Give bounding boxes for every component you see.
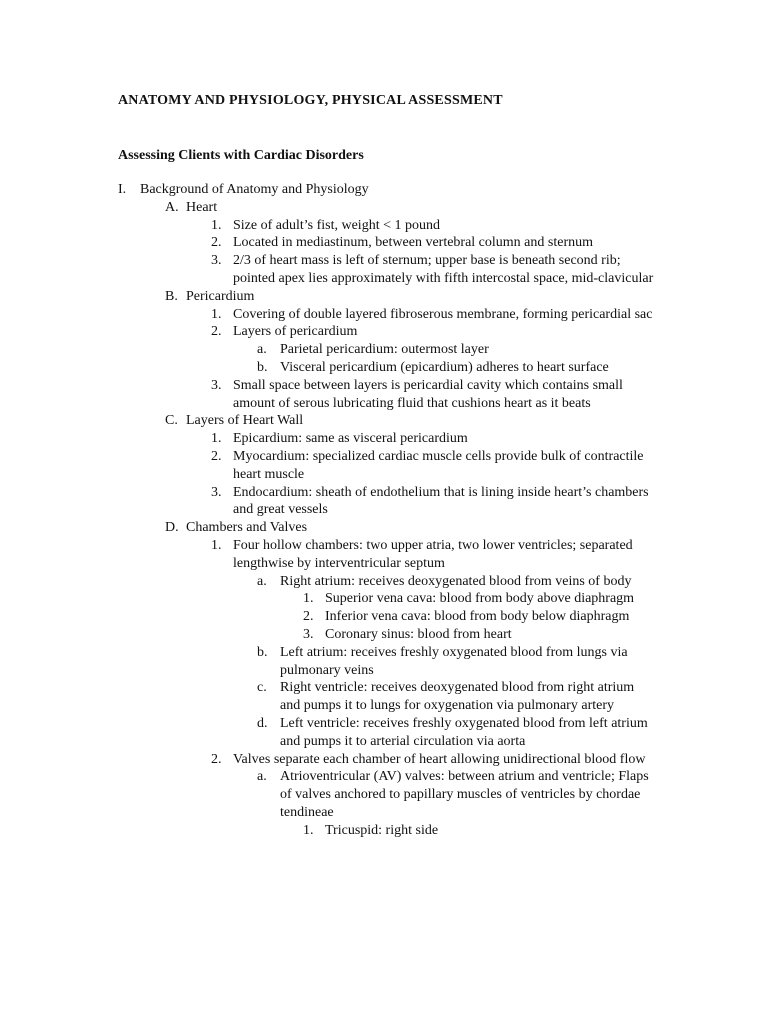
outline-text: Myocardium: specialized cardiac muscle cells provide bulk of contractile heart muscle (233, 448, 644, 482)
outline-item-level-2 (0, 448, 655, 484)
outline-marker: a. (257, 342, 267, 358)
outline-item-level-4 (0, 608, 655, 626)
outline-marker: a. (257, 573, 267, 589)
outline-marker: I. (118, 182, 127, 197)
outline-marker: 2. (211, 448, 222, 464)
outline-item-level-3 (0, 359, 655, 377)
outline-item-level-1 (0, 288, 655, 306)
outline-item-level-4 (0, 626, 655, 644)
outline-text: Left atrium: receives freshly oxygenated blood from lungs via pulmonary veins (280, 644, 628, 678)
outline-marker: B. (165, 288, 178, 304)
outline-marker: 1. (303, 822, 314, 838)
outline-text: Four hollow chambers: two upper atria, two lower ventricles; separated lengthwise by interventricular septum (233, 537, 633, 571)
outline-marker: d. (257, 715, 268, 731)
outline-text: Atrioventricular (AV) valves: between atrium and ventricle; Flaps of valves anchored to papillary muscles of ventricles by chordae tendineae (280, 769, 649, 820)
outline-marker: D. (165, 520, 179, 536)
outline-item-level-2 (0, 484, 655, 520)
outline-marker: 1. (211, 537, 222, 553)
outline-item-level-2 (0, 537, 655, 573)
outline-text: Small space between layers is pericardial cavity which contains small amount of serous lubricating fluid that cushions heart as it beats (233, 377, 623, 411)
outline-item-level-1 (0, 412, 655, 430)
outline-text: Superior vena cava: blood from body above diaphragm (325, 591, 635, 607)
outline-item-level-3 (0, 679, 655, 715)
outline-text: Right atrium: receives deoxygenated blood from veins of body (280, 573, 632, 589)
outline-marker: 2. (211, 751, 222, 767)
outline-marker: 3. (303, 626, 314, 642)
outline-item-level-1 (0, 199, 655, 217)
outline-text: Left ventricle: receives freshly oxygenated blood from left atrium and pumps it to arterial circulation via aorta (280, 715, 648, 749)
outline-marker: b. (257, 359, 268, 375)
outline-item-level-3 (0, 715, 655, 751)
outline-item-level-2 (0, 234, 655, 252)
outline-text: Located in mediastinum, between vertebral column and sternum (233, 235, 593, 251)
outline-marker: b. (257, 644, 268, 660)
outline-text: Right ventricle: receives deoxygenated blood from right atrium and pumps it to lungs for oxygenation via pulmonary artery (280, 680, 635, 714)
outline-marker: 1. (303, 591, 314, 607)
outline-text: Size of adult’s fist, weight < 1 pound (233, 217, 440, 233)
outline-item-level-4 (0, 822, 655, 840)
outline-text: Background of Anatomy and Physiology (140, 182, 369, 197)
outline-text: Coronary sinus: blood from heart (325, 626, 512, 642)
outline-text: Parietal pericardium: outermost layer (280, 342, 489, 358)
outline-marker: 3. (211, 484, 222, 500)
outline-item-level-2 (0, 323, 655, 341)
outline-text: Inferior vena cava: blood from body below diaphragm (325, 609, 630, 625)
outline-item-level-3 (0, 768, 655, 821)
outline-marker: 2. (211, 235, 222, 251)
outline-item-level-2 (0, 306, 655, 324)
outline-item-level-3 (0, 644, 655, 680)
outline-marker: A. (165, 199, 179, 215)
outline-text: 2/3 of heart mass is left of sternum; upper base is beneath second rib; pointed apex lies approximately with fifth intercostal space, mid-clavicular (233, 253, 654, 286)
outline-item-level-2 (0, 377, 655, 413)
outline-text: Visceral pericardium (epicardium) adheres to heart surface (280, 359, 609, 375)
outline-marker: c. (257, 680, 267, 696)
outline-text: Endocardium: sheath of endothelium that is lining inside heart’s chambers and great vessels (233, 484, 649, 518)
outline-text: Tricuspid: right side (325, 822, 439, 838)
outline-marker: 1. (211, 306, 222, 322)
outline-list (0, 181, 768, 839)
outline-item-level-1 (0, 519, 655, 537)
outline-text: Layers of pericardium (233, 324, 358, 340)
outline-item-level-3 (0, 341, 655, 359)
outline-text: Layers of Heart Wall (186, 413, 304, 429)
outline-item-level-2 (0, 217, 655, 235)
outline-text: Chambers and Valves (186, 520, 308, 536)
outline-marker: 3. (211, 253, 222, 269)
outline-marker: a. (257, 769, 267, 785)
outline-text: Heart (186, 199, 218, 215)
section-title: Assessing Clients with Cardiac Disorders (118, 148, 364, 163)
outline-item-level-2 (0, 430, 655, 448)
outline-item-level-4 (0, 590, 655, 608)
outline-marker: 2. (303, 609, 314, 625)
outline-marker: 2. (211, 324, 222, 340)
outline-marker: C. (165, 413, 178, 429)
document-title: ANATOMY AND PHYSIOLOGY, PHYSICAL ASSESSMENT (118, 93, 503, 108)
outline-marker: 3. (211, 377, 222, 393)
outline-item-level-2 (0, 252, 655, 288)
outline-item-level-3 (0, 573, 655, 591)
outline-item-level-2 (0, 751, 655, 769)
outline-text: Valves separate each chamber of heart allowing unidirectional blood flow (233, 751, 646, 767)
outline-marker: 1. (211, 217, 222, 233)
outline-marker: 1. (211, 431, 222, 447)
outline-text: Epicardium: same as visceral pericardium (233, 431, 468, 447)
outline-text: Covering of double layered fibroserous membrane, forming pericardial sac (233, 306, 653, 322)
outline-item-level-0 (0, 181, 655, 199)
outline-text: Pericardium (186, 288, 255, 304)
